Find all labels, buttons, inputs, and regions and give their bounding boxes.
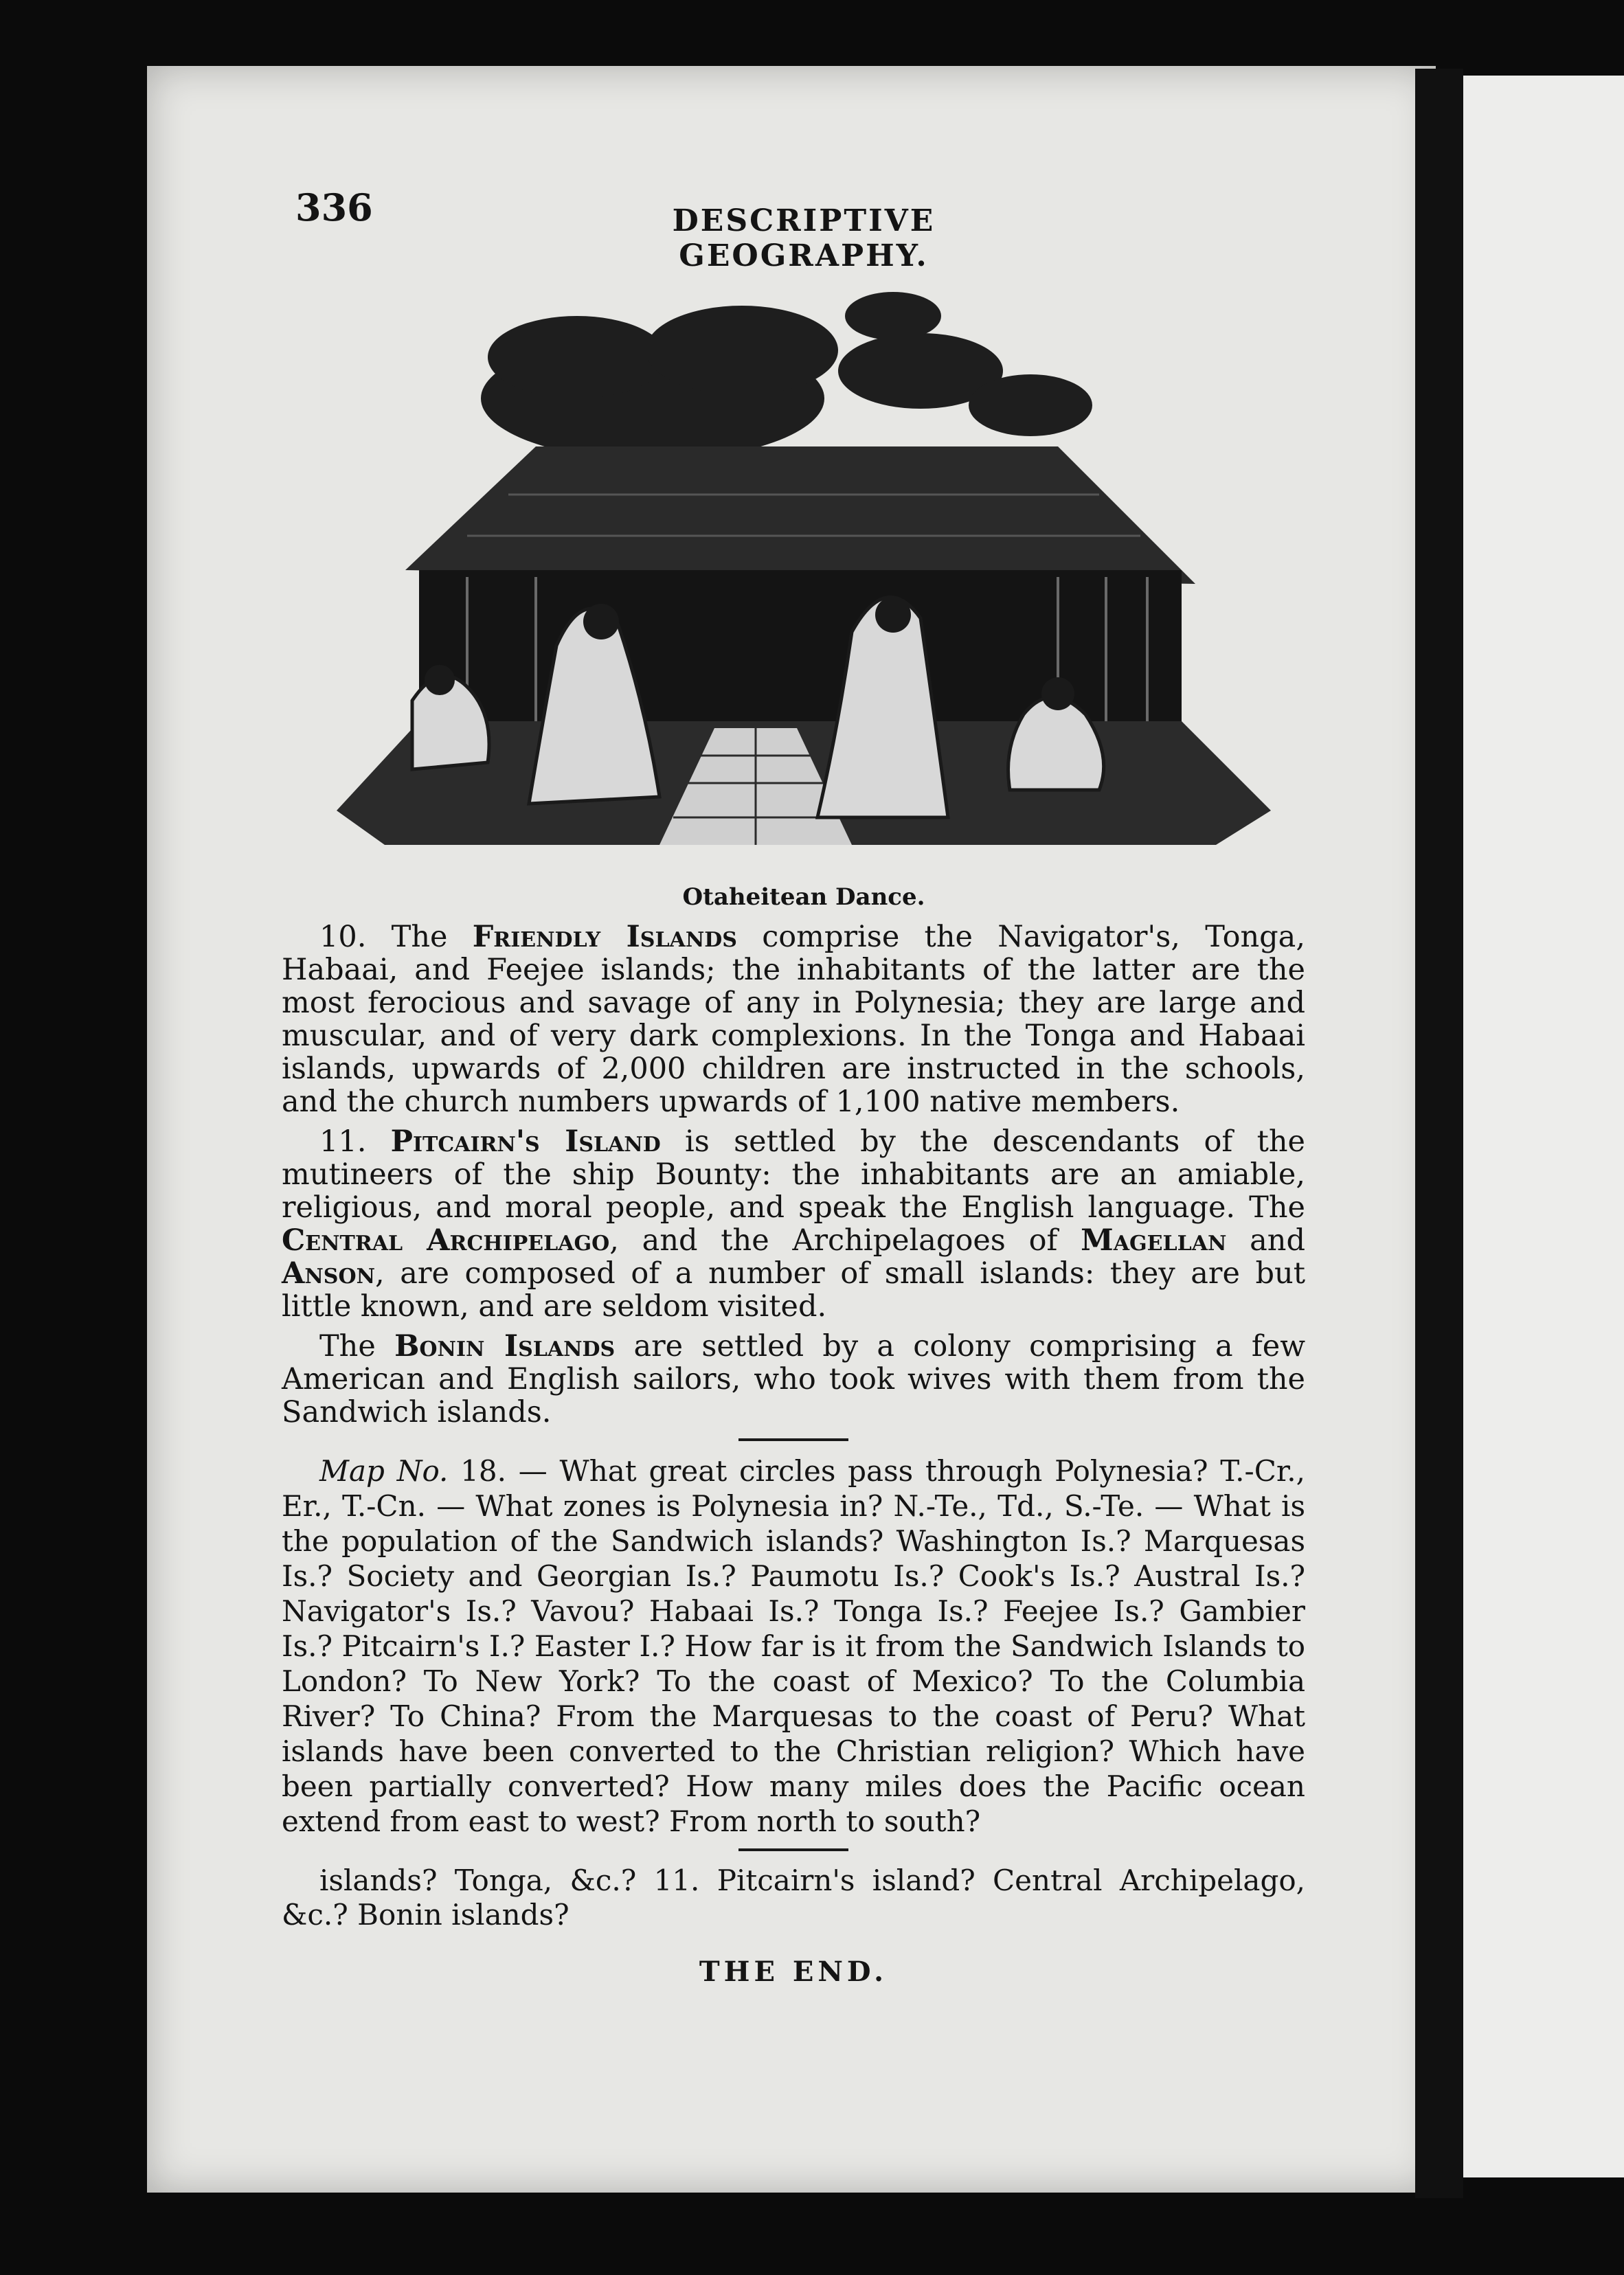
book-gutter [1415,69,1463,2198]
paragraph-10 [282,920,1305,1118]
paragraph-11-text-1: is settled by the descendants of the mutineers of the ship Bounty: the inhabitants are an amiable, religious, and moral people, and speak the English language. The [282,1124,1305,1225]
paragraph-11-text-3: and [1226,1223,1305,1258]
running-head: DESCRIPTIVE GEOGRAPHY. [672,203,936,273]
answers-text: islands? Tonga, &c.? 11. Pitcairn's island? Central Archipelago, &c.? Bonin islands? [282,1864,1305,1932]
term-bonin-islands: Bonin Islands [394,1329,616,1363]
paragraph-10-text: comprise the Navigator's, Tonga, Habaai, and Feejee islands; the inhabitants of the latter are the most ferocious and savage of any in Polynesia; they are large and muscular, and of very dark complexions. In the Tonga and Habaai islands, upwards of 2,000 children are instructed in the schools, and the church numbers upwards of 1,100 native members. [282,920,1305,1119]
illustration-caption: Otaheitean Dance. [682,883,925,911]
paragraph-11 [282,1125,1305,1323]
paragraph-11-text-2: , and the Archipelagoes of [609,1223,1081,1258]
otaheitean-dance-engraving [330,275,1278,879]
questions-label: Map No. [319,1454,449,1488]
section-divider [738,1848,848,1851]
term-anson: Anson [282,1256,376,1291]
body-text [282,920,1305,1989]
term-central-archipelago: Central Archipelago [282,1223,610,1258]
paragraph-bonin-prefix: The [319,1329,395,1363]
term-magellan: Magellan [1081,1223,1227,1258]
map-questions [282,1453,1305,1839]
paragraph-bonin [282,1330,1305,1429]
questions-text: 18. — What great circles pass through Polynesia? T.-Cr., Er., T.-Cn. — What zones is Polynesia in? N.-Te., Td., S.-Te. — What is the population of the Sandwich islands? Washington Is.? Marquesas Is.? Society and Georgian Is.? Paumotu Is.? Cook's Is.? Austral Is.? Navigator's Is.? Vavou? Habaai Is.? Tonga Is.? Feejee Is.? Gambier Is.? Pitcairn's I.? Easter I.? How far is it from the Sandwich Islands to London? To New York? To the coast of Mexico? To the Columbia River? To China? From the Marquesas to the coast of Peru? What islands have been converted to the Christian religion? Which have been partially converted? How many miles does the Pacific ocean extend from east to west? From north to south? [282,1454,1305,1838]
answer-fragment [282,1864,1305,1932]
section-divider [738,1438,848,1441]
page-number: 336 [295,185,373,229]
the-end-label: THE END. [699,1956,888,1988]
paragraph-number: 10. The [319,920,473,954]
term-friendly-islands: Friendly Islands [472,920,737,954]
paragraph-11-text-4: , are composed of a number of small islands: they are but little known, and are seldom visited. [282,1256,1305,1324]
paragraph-number: 11. [319,1124,391,1159]
term-pitcairns-island: Pitcairn's Island [390,1124,661,1159]
facing-page-edge [1463,76,1624,2177]
paragraph-bonin-text: are settled by a colony comprising a few American and English sailors, who took wives with them from the Sandwich islands. [282,1329,1306,1429]
